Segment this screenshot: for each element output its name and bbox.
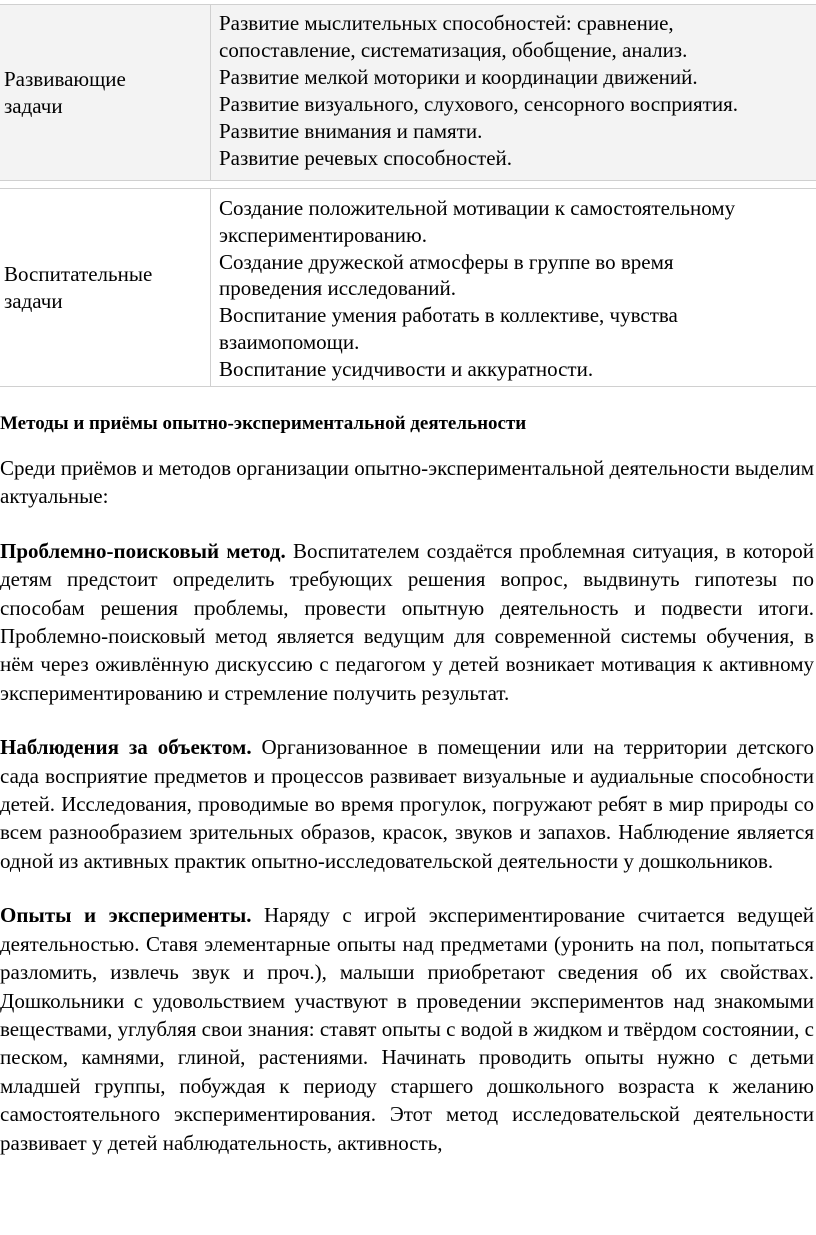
list-item: Развитие речевых способностей. [219,146,513,170]
list-item: Создание положительной мотивации к самостоятельному [219,196,736,220]
list-item: Развитие визуального, слухового, сенсорного восприятия. [219,92,739,116]
list-item: проведения исследований. [219,276,456,301]
developmental-items-cell [211,5,816,180]
paragraph-observation [0,733,814,875]
list-item: Развитие внимания и памяти. [219,119,483,143]
list-item: Создание дружеской атмосферы в группе во время [219,249,674,274]
paragraph-text: Наряду с игрой экспериментирование считается ведущей деятельностью. Ставя элементарные опыты над предметами (уронить на пол, попытаться разломить, извлечь звук и проч.), малыши приобретают сведения об их свойствах. Дошкольники с удовольствием участвуют в проведении экспериментов над знакомыми веществами, углубляя свои знания: ставят опыты с водой в жидком и твёрдом состоянии, с песком, камнями, глиной, растениями. Начинать проводить опыты нужно с детьми младшей группы, побуждая к периоду старшего дошкольного возраста к желанию самостоятельного экспериментирования. Этот метод исследовательской деятельности развивает у детей наблюдательность, активность, [0,903,814,1155]
table-row-educational [0,188,816,387]
list-item: экспериментированию. [219,222,427,247]
paragraph-lead: Наблюдения за объектом. [0,735,252,760]
educational-label-line2: задачи [4,288,63,313]
tasks-table [0,0,816,387]
list-item: Воспитание умения работать в коллективе, чувства [219,303,678,328]
educational-items-cell [211,189,816,386]
list-item: Развитие мыслительных способностей: сравнение, [219,11,674,35]
paragraph-experiments [0,901,814,1157]
intro-paragraph: Среди приёмов и методов организации опытно-экспериментальной деятельности выделим актуальные: [0,456,814,509]
section-heading: Методы и приёмы опытно-экспериментальной деятельности [0,413,527,434]
paragraph-lead: Опыты и эксперименты. [0,903,252,928]
paragraph-text: Воспитателем создаётся проблемная ситуация, в которой детям предстоит определить требующих решения вопрос, выдвинуть гипотезы по способам решения проблемы, провести опытную деятельность и подвести итоги. Проблемно-поисковый метод является ведущим для современной системы обучения, в нём через оживлённую дискуссию с педагогом у детей возникает мотивация к активному экспериментированию и стремление получить результат. [0,538,814,705]
developmental-label-line1: Развивающие [4,66,126,91]
list-item: сопоставление, систематизация, обобщение, анализ. [219,38,688,62]
article-body [0,410,814,1183]
list-item: Развитие мелкой моторики и координации движений. [219,65,698,89]
developmental-label-cell [0,5,211,180]
developmental-label-line2: задачи [4,93,63,118]
list-item: Воспитание усидчивости и аккуратности. [219,356,594,381]
table-row-developmental [0,4,816,181]
paragraph-text: Организованное в помещении или на территории детского сада восприятие предметов и процессов развивает визуальные и аудиальные способности детей. Исследования, проводимые во время прогулок, погружают ребят в мир природы со всем разнообразием зрительных образов, красок, звуков и запахов. Наблюдение является одной из активных практик опытно-исследовательской деятельности у дошкольников. [0,735,815,873]
educational-label-cell [0,189,211,386]
educational-label-line1: Воспитательные [4,261,153,286]
paragraph-lead: Проблемно-поисковый метод. [0,538,286,563]
paragraph-problem-search [0,537,814,707]
list-item: взаимопомощи. [219,329,360,354]
